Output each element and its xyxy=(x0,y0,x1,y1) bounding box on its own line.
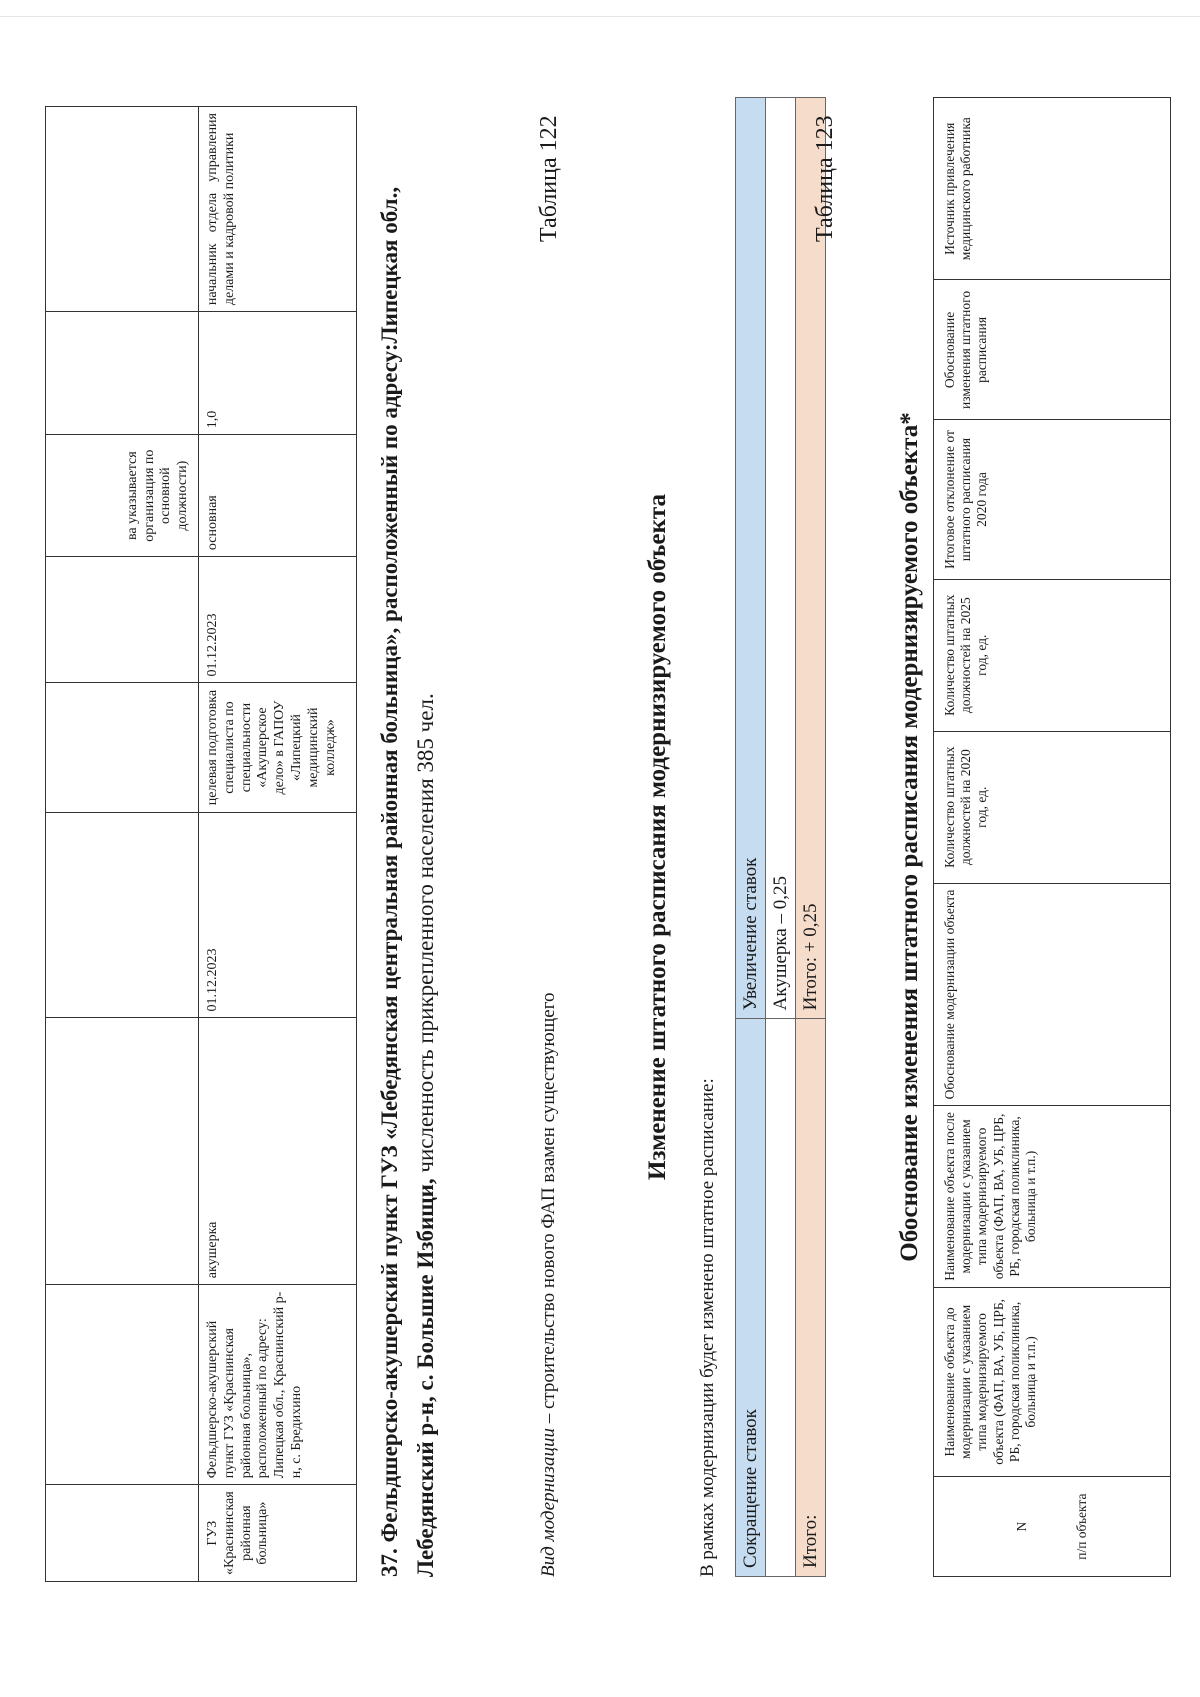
table-header-cell: Сокращение ставок xyxy=(736,1019,766,1577)
table-cell: Итого: xyxy=(796,1019,826,1577)
table-cell: основная xyxy=(199,435,357,557)
justification-title: Обоснование изменения штатного расписания модернизируемого объекта* xyxy=(896,412,923,1262)
personnel-table xyxy=(45,106,357,1582)
table-cell: начальник отдела управления делами и кадровой политики xyxy=(199,107,357,312)
table-cell xyxy=(46,1485,199,1582)
table-cell xyxy=(46,683,199,812)
table-cell: Итого: + 0,25 xyxy=(796,98,826,1019)
table-header-cell: Итоговое отклонение от штатного расписания 2020 года xyxy=(934,420,1171,579)
table-cell: 01.12.2023 xyxy=(199,812,357,1018)
table-header-row xyxy=(736,98,766,1577)
table-cell xyxy=(46,1018,199,1285)
table-cell: Акушерка – 0,25 xyxy=(766,98,796,1019)
table-cell: ГУЗ «Краснинская районная больница» xyxy=(199,1485,357,1582)
table-cell xyxy=(46,107,199,312)
table-cell: ва указывается организация по основной должности) xyxy=(46,435,199,557)
section-37-title: 37. Фельдшерско-акушерский пункт ГУЗ «Лебедянская центральная районная больница», расположенный по адресу:Липецкая обл., Лебедянский р-н, с. Большие Избищи, xyxy=(377,186,438,1577)
table-cell: Фельдшерско-акушерский пункт ГУЗ «Краснинская районная больница», расположенный по адресу: Липецкая обл., Краснинский р-н, с. Бредихино xyxy=(199,1285,357,1485)
table-cell xyxy=(46,312,199,435)
section-37-heading xyxy=(372,97,443,1577)
table-cell: акушерка xyxy=(199,1018,357,1285)
table-cell xyxy=(46,1285,199,1485)
table-total-row xyxy=(796,98,826,1577)
table-header-cell: Обоснование изменения штатного расписания xyxy=(934,280,1171,420)
table-cell xyxy=(46,812,199,1018)
table-header-cell: Источник привлечения медицинского работника xyxy=(934,98,1171,280)
table-cell: 1,0 xyxy=(199,312,357,435)
table-cell: 01.12.2023 xyxy=(199,557,357,683)
modernization-type-text: – строительство нового ФАП взамен существующего xyxy=(538,992,559,1429)
staffing-change-title: Изменение штатного расписания модернизируемого объекта xyxy=(644,494,671,1180)
staffing-change-table xyxy=(735,97,826,1577)
table-row xyxy=(766,98,796,1577)
table-row xyxy=(199,107,357,1582)
number-header-line: п/п объекта xyxy=(1074,1493,1089,1560)
staffing-change-intro: В рамках модернизации будет изменено штатное расписание: xyxy=(697,1078,718,1577)
table-cell xyxy=(766,1019,796,1577)
table-cell: целевая подготовка специалиста по специальности «Акушерское дело» в ГАПОУ «Липецкий медицинский колледж» xyxy=(199,683,357,812)
table-header-cell: Количество штатных должностей на 2020 год, ед. xyxy=(934,731,1171,883)
section-37-population: численность прикрепленного населения 385 чел. xyxy=(412,693,438,1179)
table-header-row xyxy=(934,98,1171,1577)
justification-table xyxy=(933,97,1171,1577)
table-cell xyxy=(46,557,199,683)
modernization-type xyxy=(538,992,560,1577)
table-header-cell: Обоснование модернизации объекта xyxy=(934,883,1171,1106)
number-header xyxy=(934,1477,1171,1577)
table-header-cell: Количество штатных должностей на 2025 год, ед. xyxy=(934,579,1171,731)
table-122-label: Таблица 122 xyxy=(536,115,562,242)
table-header-cell: Наименование объекта до модернизации с указанием типа модернизируемого объекта (ФАП, ВА, УБ, ЦРБ, РБ, городская поликлиника, больница и т.п.) xyxy=(934,1287,1171,1477)
table-header-cell: Наименование объекта после модернизации с указанием типа модернизируемого объекта (ФАП, ВА, УБ, ЦРБ, РБ, городская поликлиника, больница и т.п.) xyxy=(934,1106,1171,1287)
table-header-cell: Увеличение ставок xyxy=(736,98,766,1019)
table-123-label: Таблица 123 xyxy=(812,115,838,242)
modernization-type-label: Вид модернизации xyxy=(538,1428,559,1577)
table-row xyxy=(46,107,199,1582)
number-header-line: N xyxy=(1013,1521,1029,1532)
